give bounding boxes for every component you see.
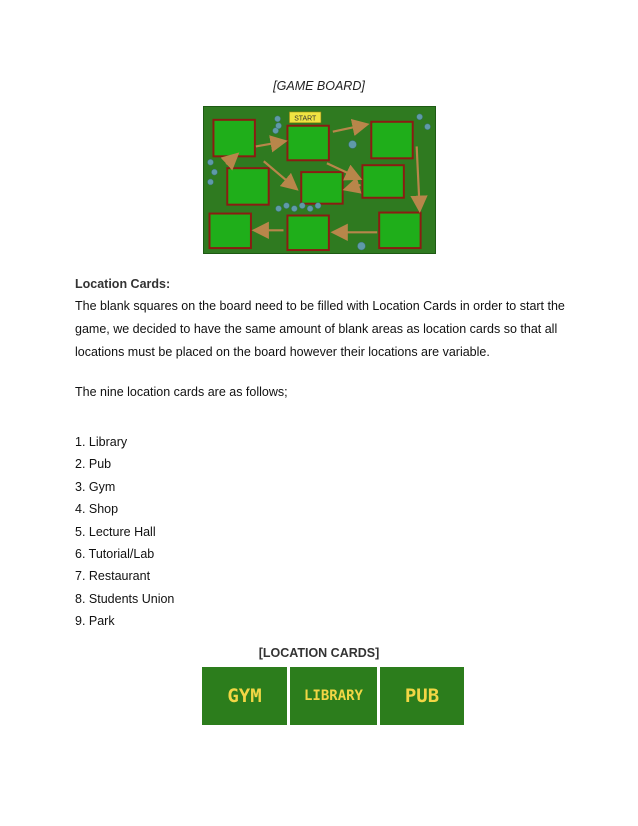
- list-intro: The nine location cards are as follows;: [75, 385, 288, 399]
- board-square: [371, 122, 412, 159]
- board-square: [210, 214, 251, 249]
- list-item: 9. Park: [75, 614, 115, 629]
- tree-icon: [299, 203, 305, 209]
- list-item: 8. Students Union: [75, 591, 175, 606]
- tree-icon: [417, 114, 423, 120]
- tree-icon: [315, 203, 321, 209]
- location-cards-image: [202, 667, 464, 725]
- board-arrow: [347, 185, 361, 189]
- tree-icon: [283, 203, 289, 209]
- tree-icon: [275, 116, 281, 122]
- board-square: [287, 126, 328, 161]
- tree-icon: [276, 123, 282, 129]
- start-label: START: [294, 115, 317, 123]
- list-item: 6. Tutorial/Lab: [75, 546, 155, 561]
- board-square: [227, 168, 268, 205]
- board-square: [379, 213, 420, 249]
- paragraph-line: game, we decided to have the same amount of blank areas as location cards so that all: [75, 322, 558, 336]
- game-board-image: [203, 106, 436, 254]
- tree-icon: [291, 206, 297, 212]
- rock-icon: [349, 141, 357, 149]
- list-item: 1. Library: [75, 435, 128, 449]
- description-paragraph: [75, 295, 575, 364]
- tree-icon: [307, 206, 313, 212]
- game-board-caption: [GAME BOARD]: [273, 79, 365, 93]
- paragraph-line: locations must be placed on the board however their locations are variable.: [75, 345, 490, 359]
- board-square: [213, 120, 254, 157]
- section-title: Location Cards:: [75, 277, 171, 291]
- board-arrow: [333, 125, 366, 132]
- list-item: 5. Lecture Hall: [75, 524, 156, 539]
- board-square: [301, 172, 342, 204]
- list-item: 3. Gym: [75, 479, 116, 494]
- board-arrow: [256, 142, 284, 147]
- board-square: [287, 216, 328, 251]
- paragraph-line: The blank squares on the board need to be filled with Location Cards in order to start the: [75, 299, 565, 313]
- list-item: 4. Shop: [75, 502, 119, 517]
- list-item: 7. Restaurant: [75, 569, 151, 584]
- list-item: 2. Pub: [75, 457, 112, 472]
- board-arrow: [417, 146, 420, 208]
- location-cards-caption: [LOCATION CARDS]: [258, 646, 380, 660]
- tree-icon: [276, 206, 282, 212]
- board-square: [362, 165, 403, 198]
- card-library: LIBRARY: [290, 667, 377, 725]
- game-board-illustration: [204, 107, 435, 253]
- tree-icon: [425, 124, 431, 130]
- tree-icon: [211, 169, 217, 175]
- tree-icon: [208, 159, 214, 165]
- rock-icon: [357, 242, 365, 250]
- location-list: [75, 431, 174, 633]
- card-gym: GYM: [202, 667, 287, 725]
- tree-icon: [208, 179, 214, 185]
- card-pub: PUB: [380, 667, 464, 725]
